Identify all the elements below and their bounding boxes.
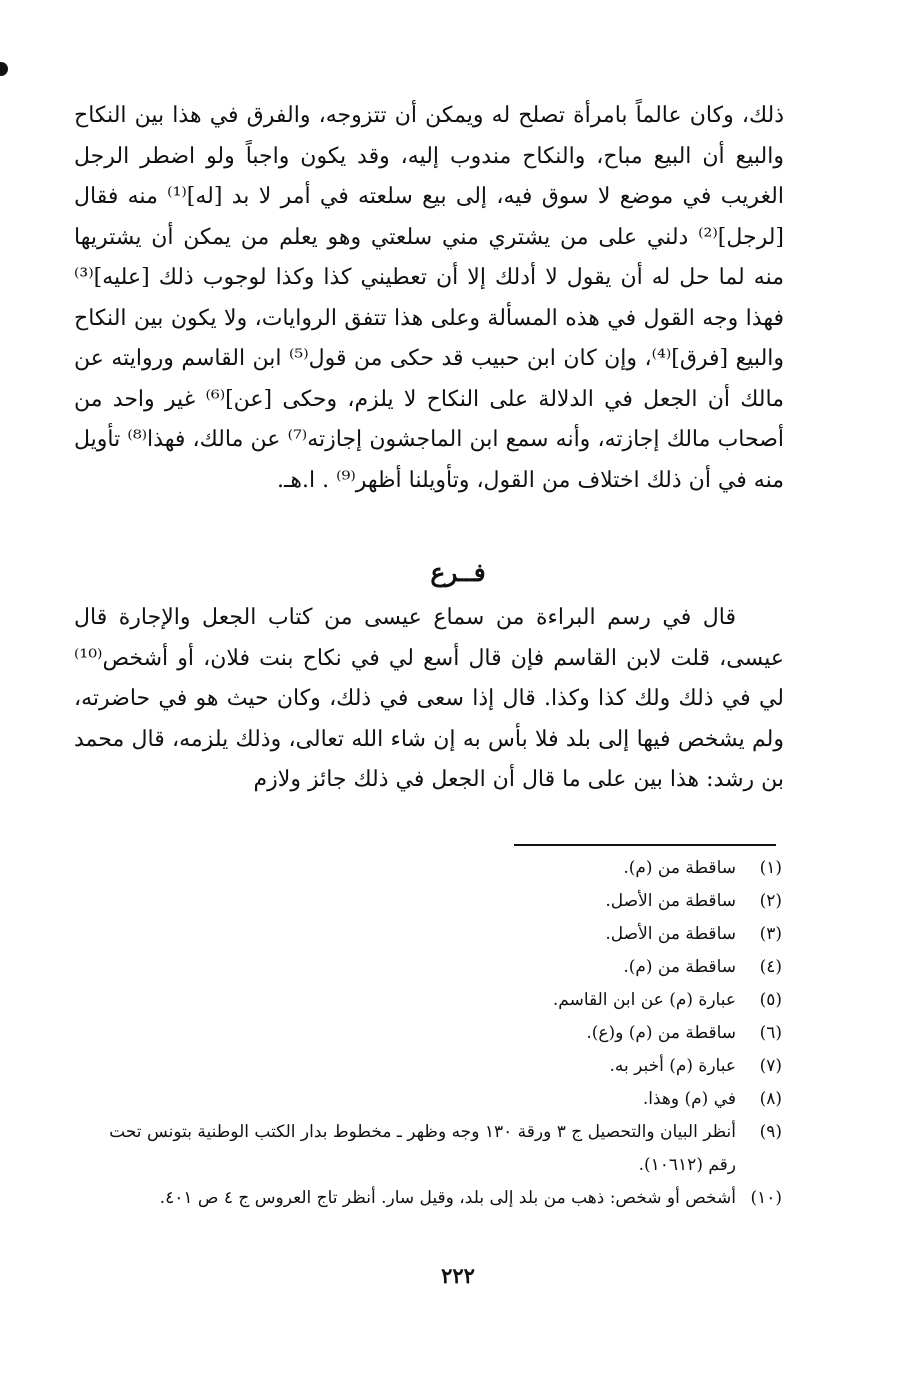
footnote-text: ساقطة من الأصل. [605, 891, 736, 911]
page-number: ٢٢٢ [441, 1263, 475, 1288]
footnote-text: عبارة (م) أخبر به. [609, 1056, 736, 1076]
footnote-text: ساقطة من (م) و(ع). [586, 1023, 736, 1043]
footnotes-list [86, 852, 782, 1215]
footnote-item [86, 1050, 782, 1083]
footnote-number: (٤) [759, 957, 782, 977]
footnote-text: في (م) وهذا. [642, 1089, 736, 1109]
main-text-block-1 [74, 96, 784, 501]
footnote-text: ساقطة من الأصل. [605, 924, 736, 944]
footnote-number: (٩) [759, 1122, 782, 1142]
footnote-divider [514, 844, 776, 846]
footnote-text: عبارة (م) عن ابن القاسم. [552, 990, 736, 1010]
footnote-item [86, 951, 782, 984]
footnote-number: (١) [759, 858, 782, 878]
main-text-block-2 [74, 598, 784, 801]
footnote-item [86, 918, 782, 951]
footnote-text: ساقطة من (م). [623, 957, 736, 977]
footnote-item [86, 984, 782, 1017]
footnote-item [86, 885, 782, 918]
footnote-number: (٣) [759, 924, 782, 944]
paragraph-2: قال في رسم البراءة من سماع عيسى من كتاب الجعل والإجارة قال عيسى، قلت لابن القاسم فإن قال أسع لي في نكاح بنت فلان، أو أشخص⁽¹⁰⁾ لي في ذلك ولك كذا وكذا. قال إذا سعى في ذلك، وكان حيث هو في حاضرته، ولم يشخص فيها إلى بلد فلا بأس به إن شاء الله تعالى، وذلك يلزمه، قال محمد بن رشد: هذا بين على ما قال أن الجعل في ذلك جائز ولازم [74, 605, 784, 792]
footnote-text: ساقطة من (م). [623, 858, 736, 878]
footnote-item [86, 1083, 782, 1116]
footnote-number: (٢) [759, 891, 782, 911]
footnote-number: (٧) [759, 1056, 782, 1076]
footnote-number: (٥) [759, 990, 782, 1010]
footnote-item [86, 852, 782, 885]
margin-dot [0, 62, 8, 76]
footnote-number: (٨) [759, 1089, 782, 1109]
footnote-text: أشخص أو شخص: ذهب من بلد إلى بلد، وقيل سار. أنظر تاج العروس ج ٤ ص ٤٠١. [159, 1188, 736, 1208]
paragraph-1: ذلك، وكان عالماً بامرأة تصلح له ويمكن أن تتزوجه، والفرق في هذا بين النكاح والبيع أن البيع مباح، والنكاح مندوب إليه، وقد يكون واجباً ولو اضطر الرجل الغريب في موضع لا سوق فيه، إلى بيع سلعته في أمر لا بد [له]⁽¹⁾ منه فقال [لرجل]⁽²⁾ دلني على من يشتري مني سلعتي وهو يعلم من يمكن أن يشتريها منه لما حل له أن يقول لا أدلك إلا أن تعطيني كذا وكذا لوجوب ذلك [عليه]⁽³⁾ فهذا وجه القول في هذه المسألة وعلى هذا تتفق الروايات، ولا يكون بين النكاح والبيع [فرق]⁽⁴⁾، وإن كان ابن حبيب قد حكى من قول⁽⁵⁾ ابن القاسم وروايته عن مالك أن الجعل في الدلالة على النكاح لا يلزم، وحكى [عن]⁽⁶⁾ غير واحد من أصحاب مالك إجازته، وأنه سمع ابن الماجشون إجازته⁽⁷⁾ عن مالك، فهذا⁽⁸⁾ تأويل منه في أن ذلك اختلاف من القول، وتأويلنا أظهر⁽⁹⁾ . ا.هـ. [74, 103, 785, 493]
section-heading: فــرع [430, 558, 486, 587]
footnote-item [86, 1017, 782, 1050]
footnote-item [86, 1116, 782, 1182]
footnote-text: أنظر البيان والتحصيل ج ٣ ورقة ١٣٠ وجه وظهر ـ مخطوط بدار الكتب الوطنية بتونس تحت رقم (١٠٦١٢). [109, 1122, 736, 1175]
footnote-item [86, 1182, 782, 1215]
footnote-number: (٦) [759, 1023, 782, 1043]
footnote-number: (١٠) [750, 1188, 782, 1208]
